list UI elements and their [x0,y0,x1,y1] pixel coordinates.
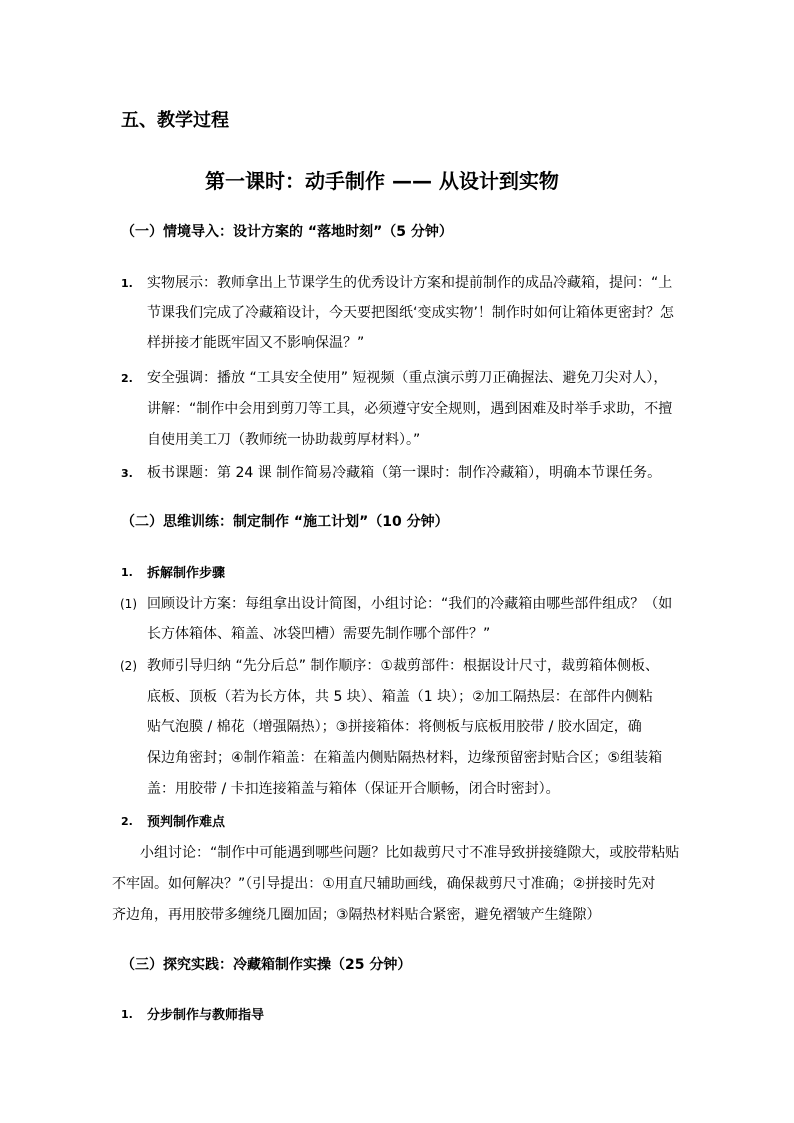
paragraph-line: 不牢固。如何解决？”（引导提出：①用直尺辅助画线，确保裁剪尺寸准确；②拼接时先对 [112,876,656,892]
part2-heading: （二）思维训练：制定制作 “施工计划”（10 分钟） [121,514,449,530]
item-text-line: 样拼接才能既牢固又不影响保温？” [147,335,365,351]
subsection-title: 预判制作难点 [147,815,226,830]
item-number: (1) [120,597,137,611]
subsection-number: 1. [121,1008,133,1021]
subsection-title: 分步制作与教师指导 [147,1008,265,1023]
lesson-title: 第一课时：动手制作 —— 从设计到实物 [205,169,559,193]
item-text-line: 板书课题：第 24 课 制作简易冷藏箱（第一课时：制作冷藏箱），明确本节课任务。 [147,465,662,481]
item-text-line: 节课我们完成了冷藏箱设计，今天要把图纸‘变成实物’！制作时如何让箱体更密封？怎 [147,305,674,321]
item-text-line: 保边角密封；④制作箱盖：在箱盖内侧贴隔热材料，边缘预留密封贴合区；⑤组装箱 [147,750,663,766]
section-title: 五、教学过程 [121,110,229,131]
part1-heading: （一）情境导入：设计方案的 “落地时刻”（5 分钟） [121,224,453,240]
subsection-title: 拆解制作步骤 [147,566,226,581]
item-text-line: 讲解：“制作中会用到剪刀等工具，必须遵守安全规则，遇到困难及时举手求助，不擅 [147,401,673,417]
subsection-number: 2. [121,815,133,828]
item-text-line: 长方体箱体、箱盖、冰袋凹槽）需要先制作哪个部件？” [147,626,491,642]
paragraph-line: 齐边角，再用胶带多缠绕几圈加固；③隔热材料贴合紧密，避免褶皱产生缝隙） [112,907,601,923]
item-text-line: 安全强调：播放 “工具安全使用” 短视频（重点演示剪刀正确握法、避免刀尖对人）， [147,370,668,386]
item-number: 1. [121,277,133,290]
part3-heading: （三）探究实践：冷藏箱制作实操（25 分钟） [121,957,412,973]
item-text-line: 教师引导归纳 “先分后总” 制作顺序：①裁剪部件：根据设计尺寸，裁剪箱体侧板、 [147,658,659,674]
item-text-line: 实物展示：教师拿出上节课学生的优秀设计方案和提前制作的成品冷藏箱，提问：“上 [147,275,673,291]
item-text-line: 贴气泡膜 / 棉花（增强隔热）；③拼接箱体：将侧板与底板用胶带 / 胶水固定，确 [147,719,642,735]
item-number: 3. [121,467,133,480]
item-number: 2. [121,372,133,385]
item-text-line: 底板、顶板（若为长方体，共 5 块）、箱盖（1 块）；②加工隔热层：在部件内侧粘 [147,689,653,705]
paragraph-line: 小组讨论：“制作中可能遇到哪些问题？比如裁剪尺寸不准导致拼接缝隙大，或胶带粘贴 [140,845,680,861]
item-text-line: 盖：用胶带 / 卡扣连接箱盖与箱体（保证开合顺畅，闭合时密封）。 [147,781,560,797]
item-number: (2) [120,659,137,673]
subsection-number: 1. [121,566,133,579]
item-text-line: 自使用美工刀（教师统一协助裁剪厚材料）。” [147,432,421,448]
item-text-line: 回顾设计方案：每组拿出设计简图，小组讨论：“我们的冷藏箱由哪些部件组成？（如 [147,596,673,612]
